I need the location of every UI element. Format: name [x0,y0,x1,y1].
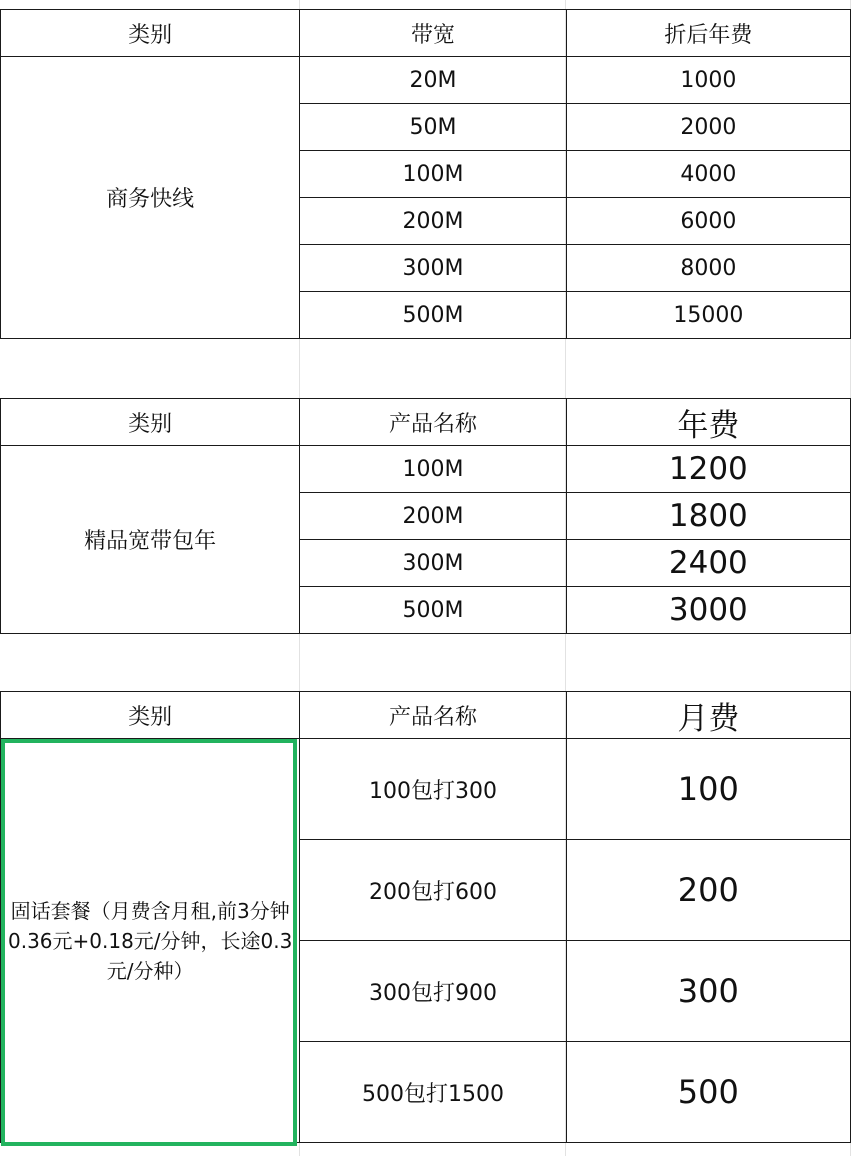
fee-cell: 100 [566,739,850,840]
table-header-row [1,692,851,739]
header-category: 类别 [1,399,300,446]
bandwidth-cell: 20M [300,57,566,104]
fee-cell: 300 [566,941,850,1042]
premium-broadband-table [0,398,851,634]
fee-cell: 15000 [566,292,850,339]
table-header-row [1,399,851,446]
fee-cell: 2400 [566,540,850,587]
fee-cell: 3000 [566,587,850,634]
table-row [1,739,851,840]
product-name-cell: 500包打1500 [300,1042,566,1143]
category-cell: 商务快线 [1,57,300,339]
business-line-table [0,9,851,339]
fee-cell: 1800 [566,493,850,540]
bandwidth-cell: 100M [300,151,566,198]
landline-package-table [0,691,851,1143]
fee-cell: 1200 [566,446,850,493]
product-name-cell: 500M [300,587,566,634]
fee-cell: 2000 [566,104,850,151]
header-product-name: 产品名称 [300,692,566,739]
fee-cell: 500 [566,1042,850,1143]
product-name-cell: 100M [300,446,566,493]
header-annual-fee: 年费 [566,399,850,446]
header-discounted-annual-fee: 折后年费 [566,10,850,57]
bandwidth-cell: 500M [300,292,566,339]
fee-cell: 1000 [566,57,850,104]
bandwidth-cell: 300M [300,245,566,292]
header-category: 类别 [1,692,300,739]
table-header-row [1,10,851,57]
header-monthly-fee: 月费 [566,692,850,739]
bandwidth-cell: 50M [300,104,566,151]
product-name-cell: 300包打900 [300,941,566,1042]
category-cell: 固话套餐（月费含月租,前3分钟0.36元+0.18元/分钟，长途0.3元/分种） [1,739,300,1143]
header-bandwidth: 带宽 [300,10,566,57]
fee-cell: 6000 [566,198,850,245]
fee-cell: 8000 [566,245,850,292]
product-name-cell: 300M [300,540,566,587]
bandwidth-cell: 200M [300,198,566,245]
table-row [1,446,851,493]
fee-cell: 4000 [566,151,850,198]
table-row [1,57,851,104]
category-cell: 精品宽带包年 [1,446,300,634]
fee-cell: 200 [566,840,850,941]
product-name-cell: 100包打300 [300,739,566,840]
product-name-cell: 200包打600 [300,840,566,941]
header-category: 类别 [1,10,300,57]
product-name-cell: 200M [300,493,566,540]
header-product-name: 产品名称 [300,399,566,446]
